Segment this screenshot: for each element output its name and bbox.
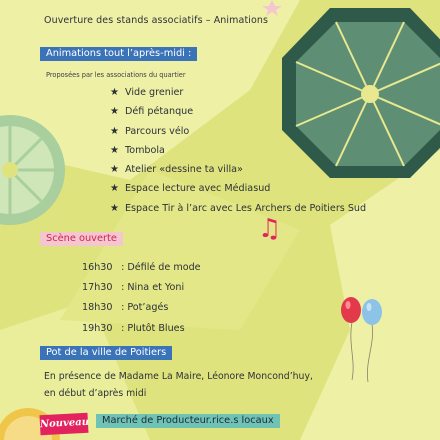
- list-item: [110, 164, 366, 183]
- list-item: [110, 106, 366, 125]
- schedule-sep: :: [121, 282, 125, 294]
- scene-schedule: [82, 262, 201, 343]
- schedule-time: 16h30: [82, 262, 113, 273]
- pot-description: [44, 368, 313, 402]
- schedule-sep: :: [121, 302, 125, 314]
- music-note-icon: ♫: [258, 214, 282, 244]
- schedule-act: Nina et Yoni: [127, 282, 185, 294]
- list-item-label: Espace Tir à l’arc avec Les Archers de Poitiers Sud: [124, 202, 367, 214]
- schedule-act: Pot’agés: [127, 302, 169, 314]
- pot-tag: Pot de la ville de Poitiers: [40, 346, 172, 360]
- schedule-act: Défilé de mode: [127, 262, 201, 273]
- schedule-act: Plutôt Blues: [127, 322, 185, 334]
- list-item: [110, 183, 366, 202]
- star-icon: ★: [110, 183, 119, 195]
- animations-tag: Animations tout l’après-midi :: [40, 47, 197, 61]
- schedule-row: [82, 262, 201, 282]
- list-item-label: Tombola: [124, 144, 165, 156]
- list-item: [110, 126, 366, 145]
- market-tag: Marché de Producteur.rice.s locaux: [96, 414, 280, 428]
- pot-line-1: En présence de Madame La Maire, Léonore Moncond’huy,: [44, 371, 313, 382]
- schedule-time: 18h30: [82, 302, 113, 314]
- pot-line-2: en début d’après midi: [44, 388, 147, 399]
- list-item-label: Espace lecture avec Médiasud: [124, 183, 271, 195]
- animations-caption: Proposées par les associations du quartier: [46, 71, 186, 79]
- animations-list: [110, 87, 366, 222]
- star-icon: ★: [110, 202, 119, 214]
- star-icon: ★: [110, 87, 119, 98]
- schedule-row: [82, 323, 201, 343]
- list-item-label: Atelier «dessine ta villa»: [124, 164, 243, 176]
- star-icon: ★: [110, 106, 119, 118]
- star-icon: ★: [110, 144, 119, 156]
- list-item: [110, 87, 366, 106]
- scene-tag: Scène ouverte: [40, 232, 123, 246]
- list-item-label: Défi pétanque: [124, 106, 194, 118]
- schedule-row: [82, 302, 201, 322]
- schedule-time: 17h30: [82, 282, 113, 294]
- new-badge: Nouveau: [40, 413, 89, 435]
- list-item-label: Vide grenier: [124, 87, 184, 98]
- list-item: [110, 203, 366, 222]
- schedule-sep: :: [121, 322, 125, 334]
- header-line: Ouverture des stands associatifs – Animations: [44, 15, 269, 26]
- star-icon: ★: [110, 125, 119, 137]
- star-icon: ★: [110, 164, 119, 176]
- schedule-row: [82, 282, 201, 302]
- list-item: [110, 145, 366, 164]
- schedule-time: 19h30: [82, 322, 113, 334]
- schedule-sep: :: [121, 262, 125, 273]
- list-item-label: Parcours vélo: [124, 125, 190, 137]
